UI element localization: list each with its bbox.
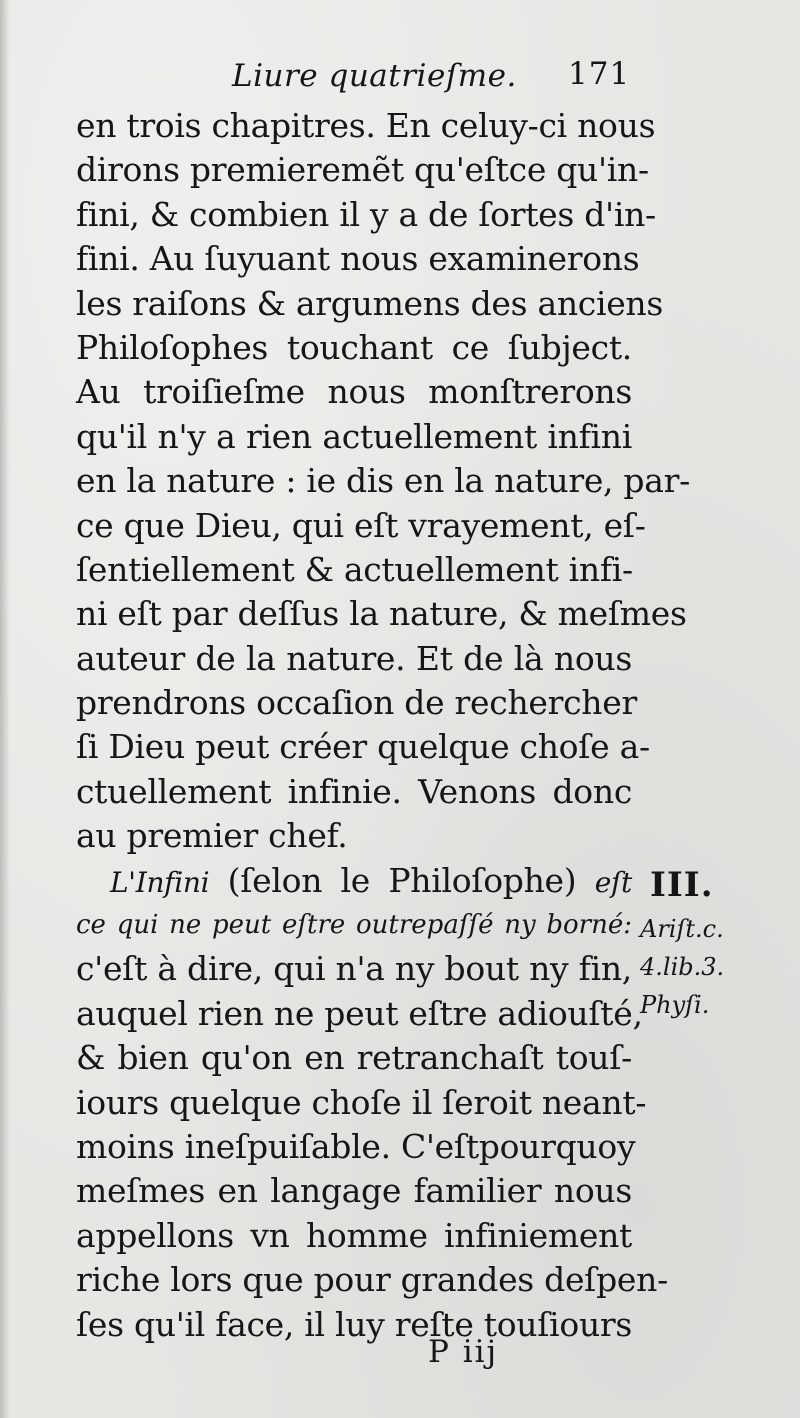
definition-quote-line: ce qui ne peut eſtre outrepaſſé ny borné: (76, 910, 632, 941)
text-line: & bien qu'on en retranchaſt touſ- (76, 1038, 632, 1078)
text-line: Au troiſieſme nous monſtrerons (76, 372, 632, 412)
text-line: les raiſons & argumens des anciens (76, 283, 664, 323)
text-line: ſes qu'il face, il luy reſte touſiours (76, 1304, 633, 1344)
definition-attribution: (ſelon le Philoſophe) (209, 860, 595, 900)
margin-note (640, 860, 770, 1024)
text-line: en la nature : ie dis en la nature, par- (76, 461, 690, 501)
text-line: qu'il n'y a rien actuellement infini (76, 416, 632, 456)
signature-mark: P iij (428, 1334, 499, 1370)
margin-citation-line: Phyſi. (640, 991, 710, 1019)
text-line: riche lors que pour grandes deſpen- (76, 1260, 668, 1300)
running-head: Liure quatrieſme. (232, 58, 517, 94)
text-line: moins ineſpuiſable. C'eſtpourquoy (76, 1126, 636, 1166)
page-number: 171 (568, 56, 631, 92)
text-line: iours quelque choſe il ſeroit neant- (76, 1082, 647, 1122)
text-line: meſmes en langage familier nous (76, 1171, 632, 1211)
text-line: auteur de la nature. Et de là nous (76, 638, 632, 678)
text-line: dirons premieremẽt qu'eſtce qu'in- (76, 150, 649, 190)
margin-citation-line: Ariſt.c. (640, 915, 724, 943)
margin-citation-line: 4.lib.3. (640, 953, 725, 981)
definition-verb: eſt (594, 865, 632, 899)
margin-numeral: III. (650, 865, 714, 905)
definition-term: L'Infini (110, 865, 210, 899)
definition-line (76, 859, 632, 903)
text-line: prendrons occaſion de rechercher (76, 683, 637, 723)
text-line: auquel rien ne peut eſtre adiouſté, (76, 993, 643, 1033)
text-line: Philoſophes touchant ce ſubject. (76, 327, 632, 367)
text-line: ctuellement infinie. Venons donc (76, 771, 632, 811)
text-line: ni eſt par deſſus la nature, & meſmes (76, 594, 687, 634)
text-line: au premier chef. (76, 816, 348, 856)
text-line: fini, & combien il y a de ſortes d'in- (76, 194, 656, 234)
text-line: appellons vn homme infiniement (76, 1215, 632, 1255)
text-line: fini. Au ſuyuant nous examinerons (76, 239, 640, 279)
text-line: en trois chapitres. En celuy-ci nous (76, 106, 656, 145)
page-edge-shadow (0, 0, 10, 1418)
text-line: ſi Dieu peut créer quelque choſe a- (76, 727, 650, 767)
text-line: c'eſt à dire, qui n'a ny bout ny fin, (76, 949, 632, 989)
text-line: ſentiellement & actuellement infi- (76, 549, 633, 589)
text-line: ce que Dieu, qui eſt vrayement, eſ- (76, 505, 646, 545)
